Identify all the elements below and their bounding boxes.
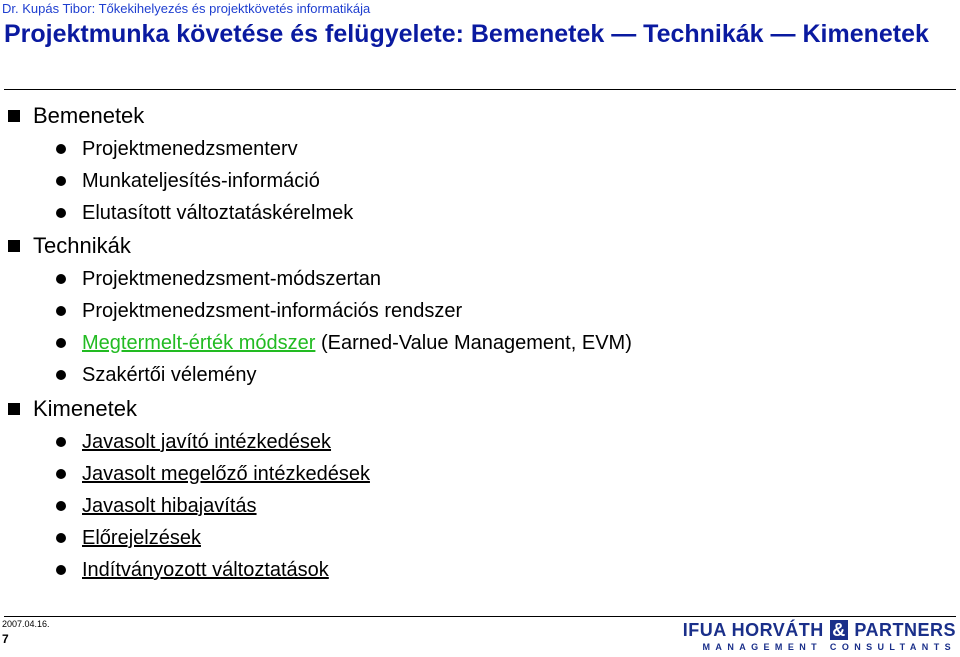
section-technikak (8, 231, 131, 261)
list-item (56, 427, 331, 457)
list-item-text: Projektmenedzsment-módszertan (82, 268, 382, 290)
page-number: 7 (2, 632, 9, 646)
section-label: Bemenetek (33, 103, 145, 128)
section-label: Technikák (33, 233, 131, 258)
section-bemenetek (8, 101, 144, 131)
list-item-text: Munkateljesítés-információ (82, 170, 320, 192)
presentation-header: Dr. Kupás Tibor: Tőkekihelyezés és projektkövetés informatikája (2, 1, 371, 16)
list-item (56, 264, 381, 294)
list-item-text: Javasolt javító intézkedések (82, 431, 332, 453)
list-item (56, 328, 632, 358)
list-item (56, 296, 462, 326)
round-bullet-icon (56, 338, 66, 348)
list-item-text: (Earned-Value Management, EVM) (315, 332, 632, 354)
list-item (56, 491, 257, 521)
square-bullet-icon (8, 403, 20, 415)
round-bullet-icon (56, 533, 66, 543)
footer-divider (4, 616, 956, 617)
round-bullet-icon (56, 274, 66, 284)
list-item (56, 459, 370, 489)
list-item (56, 198, 353, 228)
list-item (56, 523, 201, 553)
round-bullet-icon (56, 501, 66, 511)
list-item-text: Indítványozott változtatások (82, 559, 329, 581)
square-bullet-icon (8, 240, 20, 252)
list-item-text: Előrejelzések (82, 527, 201, 549)
list-item-text: Javasolt hibajavítás (82, 495, 257, 517)
section-kimenetek (8, 394, 137, 424)
list-item-text: Javasolt megelőző intézkedések (82, 463, 370, 485)
section-label: Kimenetek (33, 396, 137, 421)
square-bullet-icon (8, 110, 20, 122)
list-item (56, 134, 298, 164)
title-divider (4, 89, 956, 90)
list-item-text: Szakértői vélemény (82, 364, 257, 386)
round-bullet-icon (56, 565, 66, 575)
evm-link[interactable]: Megtermelt-érték módszer (82, 332, 316, 354)
list-item (56, 166, 320, 196)
list-item-text: Elutasított változtatáskérelmek (82, 202, 354, 224)
round-bullet-icon (56, 469, 66, 479)
list-item-text: Projektmenedzsmenterv (82, 138, 298, 160)
logo-text-b: PARTNERS (854, 620, 956, 640)
list-item-text: Projektmenedzsment-információs rendszer (82, 300, 463, 322)
footer-date: 2007.04.16. (2, 619, 50, 629)
company-logo (681, 620, 956, 654)
logo-text-a: IFUA HORVÁTH (682, 620, 824, 640)
logo-tagline: MANAGEMENT CONSULTANTS (702, 642, 956, 652)
round-bullet-icon (56, 144, 66, 154)
round-bullet-icon (56, 437, 66, 447)
list-item (56, 555, 329, 585)
round-bullet-icon (56, 306, 66, 316)
slide-title: Projektmunka követése és felügyelete: Bemenetek — Technikák — Kimenetek (4, 20, 929, 48)
list-item (56, 360, 257, 390)
logo-ampersand: & (832, 620, 846, 640)
round-bullet-icon (56, 208, 66, 218)
round-bullet-icon (56, 370, 66, 380)
round-bullet-icon (56, 176, 66, 186)
logo-wordmark (681, 620, 956, 640)
